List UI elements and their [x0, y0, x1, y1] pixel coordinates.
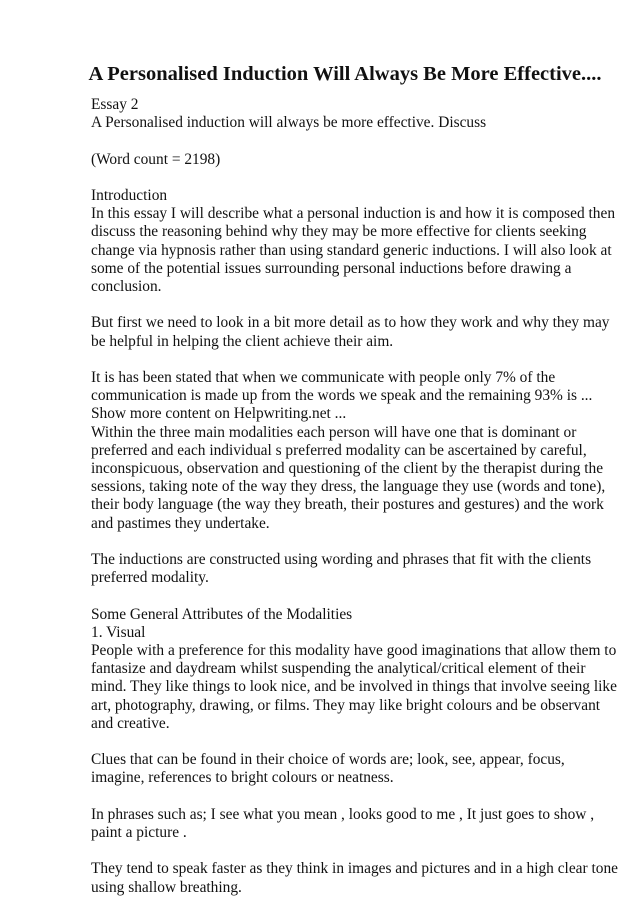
- text-line: discuss the reasoning behind why they may be more effective for clients seeking: [91, 223, 587, 241]
- text-line: People with a preference for this modality have good imaginations that allow them to: [91, 642, 617, 659]
- document-body: [91, 96, 618, 915]
- text-line: art, photography, drawing, or films. They may like bright colours and be observant: [91, 696, 601, 714]
- text-line: communication is made up from the words we speak and the remaining 93% is ...: [91, 387, 593, 405]
- text-line: and creative.: [91, 714, 170, 732]
- text-line: Within the three main modalities each person will have one that is dominant or: [91, 423, 577, 441]
- text-line: Show more content on Helpwriting.net ...: [91, 405, 347, 423]
- paragraph: [91, 368, 606, 533]
- paragraph: [91, 186, 616, 296]
- text-line: They tend to speak faster as they think in images and pictures and in a high clear tone: [91, 860, 618, 878]
- text-line: (Word count = 2198): [91, 150, 221, 168]
- paragraph: [91, 96, 601, 132]
- text-line: It is has been stated that when we communicate with people only 7% of the: [91, 368, 556, 386]
- text-line: But first we need to look in a bit more detail as to how they work and why they may: [91, 314, 610, 332]
- paragraph: [91, 860, 618, 896]
- text-line: In phrases such as; I see what you mean , looks good to me , It just goes to show ,: [91, 805, 595, 823]
- text-line: their body language (the way they breath, their postures and gestures) and the work: [91, 496, 604, 514]
- document-title: A Personalised Induction Will Always Be More Effective....: [88, 63, 602, 85]
- paragraph: [91, 806, 601, 842]
- paragraph: [91, 151, 601, 169]
- paragraph: [91, 605, 617, 733]
- paragraph: [91, 551, 601, 587]
- text-line: change via hypnosis rather than using standard generic inductions. I will also look at: [91, 241, 612, 259]
- text-line: be helpful in helping the client achieve their aim.: [91, 332, 394, 350]
- text-line: paint a picture .: [91, 824, 187, 841]
- text-line: The inductions are constructed using wording and phrases that fit with the clients: [91, 551, 592, 568]
- text-line: fantasize and daydream whilst suspending the analytical/critical element of their: [91, 660, 586, 678]
- text-line: using shallow breathing.: [91, 878, 242, 896]
- text-line: Some General Attributes of the Modalities: [91, 605, 353, 623]
- paragraph: [91, 314, 610, 350]
- text-line: inconspicuous, observation and questioning of the client by the therapist during the: [91, 460, 604, 477]
- paragraph: [91, 751, 601, 787]
- text-line: Introduction: [91, 186, 168, 204]
- text-line: imagine, references to bright colours or neatness.: [91, 769, 394, 787]
- text-line: sessions, taking note of the way they dress, the language they use (words and tone),: [91, 478, 606, 496]
- text-line: A Personalised induction will always be more effective. Discuss: [91, 114, 487, 132]
- text-line: mind. They like things to look nice, and be involved in things that involve seeing like: [91, 678, 617, 696]
- text-line: conclusion.: [91, 278, 162, 295]
- text-line: Clues that can be found in their choice of words are; look, see, appear, focus,: [91, 751, 565, 769]
- text-line: and pastimes they undertake.: [91, 514, 270, 532]
- text-line: preferred and each individual s preferred modality can be ascertained by careful,: [91, 441, 587, 459]
- text-line: Essay 2: [91, 96, 139, 113]
- text-line: some of the potential issues surrounding personal inductions before drawing a: [91, 259, 572, 277]
- text-line: In this essay I will describe what a personal induction is and how it is composed then: [91, 205, 616, 223]
- text-line: preferred modality.: [91, 569, 209, 587]
- text-line: 1. Visual: [91, 623, 146, 641]
